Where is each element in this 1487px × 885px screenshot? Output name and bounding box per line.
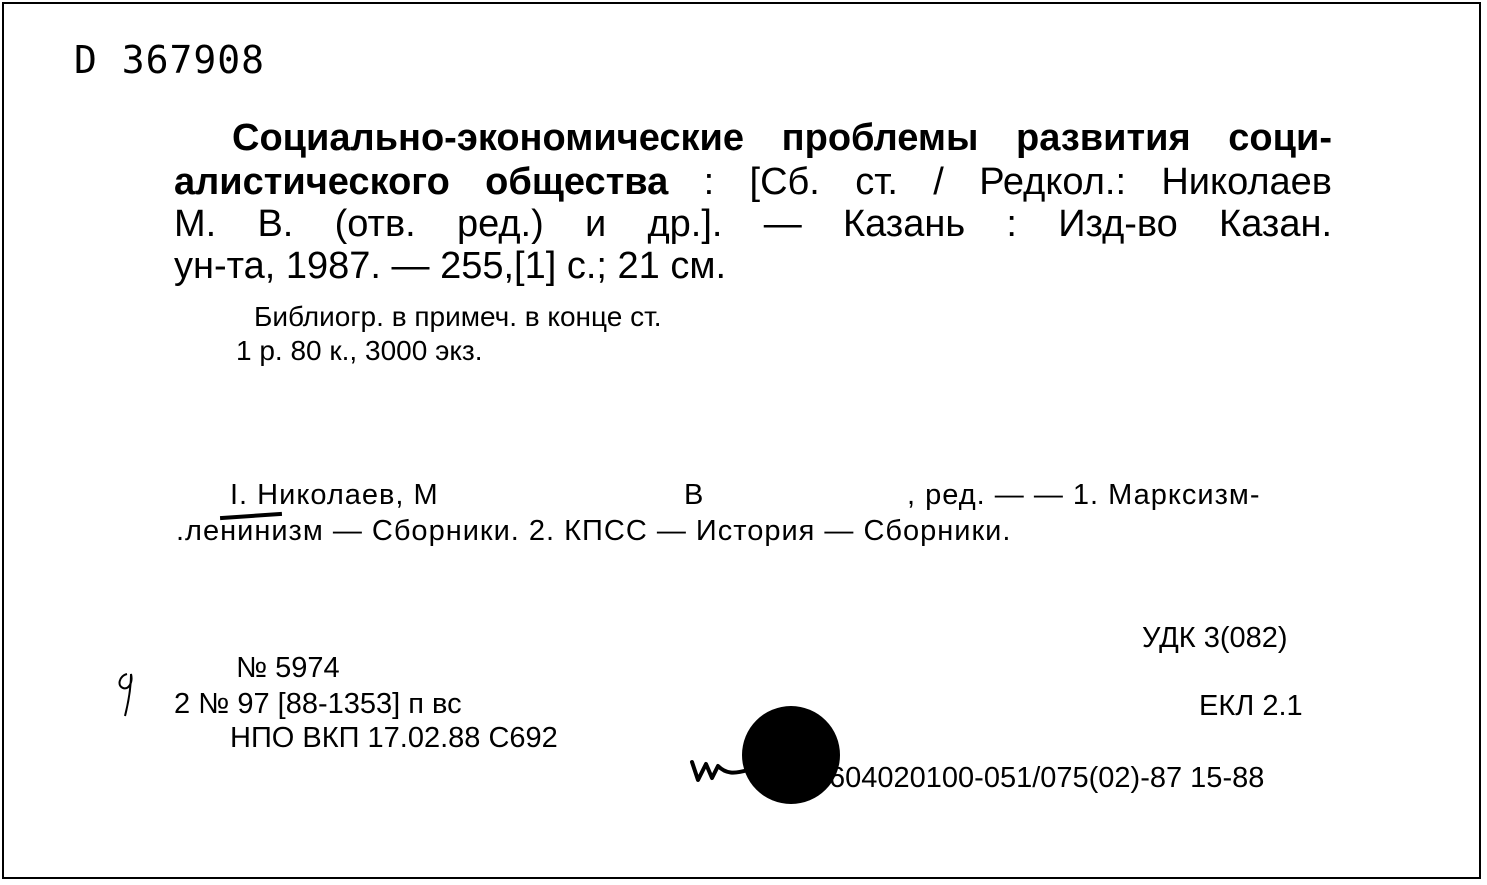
tracing-line-1-part-2: В [684,479,705,511]
inventory-number: D 367908 [74,38,266,82]
order-line-2: 2 № 97 [88-1353] п вс [174,688,462,720]
title-line-1: Социально-экономические проблемы развития соци- [232,117,1332,159]
title-line-3: М. В. (отв. ред.) и др.]. — Казань : Изд-во Казан. [174,203,1332,245]
handwritten-mark-icon [109,666,149,721]
order-number: № 5974 [236,652,340,684]
order-line-3: НПО ВКП 17.02.88 С692 [230,722,558,754]
price-note: 1 р. 80 к., 3000 экз. [236,335,483,366]
title-line-2-bold: алистического общества [174,161,669,203]
ekl-code: ЕКЛ 2.1 [1199,690,1303,722]
tracing-line-2: .ленинизм — Сборники. 2. КПСС — История — Сборники. [176,515,1012,547]
title-line-2 [174,161,1332,203]
tracing-line-1-part-1: I. Николаев, М [230,479,439,511]
catalog-card [2,2,1481,879]
title-line-2-rest: : [Сб. ст. / Редкол.: Николаев [668,161,1332,203]
tracing-line-1-part-3: , ред. — — 1. Марксизм- [907,479,1261,511]
udk-code: УДК 3(082) [1142,622,1288,654]
ink-blot-icon [742,706,840,804]
title-line-4: ун-та, 1987. — 255,[1] с.; 21 см. [174,245,727,287]
bibliography-note: Библиогр. в примеч. в конце ст. [254,301,662,332]
bbk-code: 604020100-051/075(02)-87 15-88 [829,762,1265,794]
